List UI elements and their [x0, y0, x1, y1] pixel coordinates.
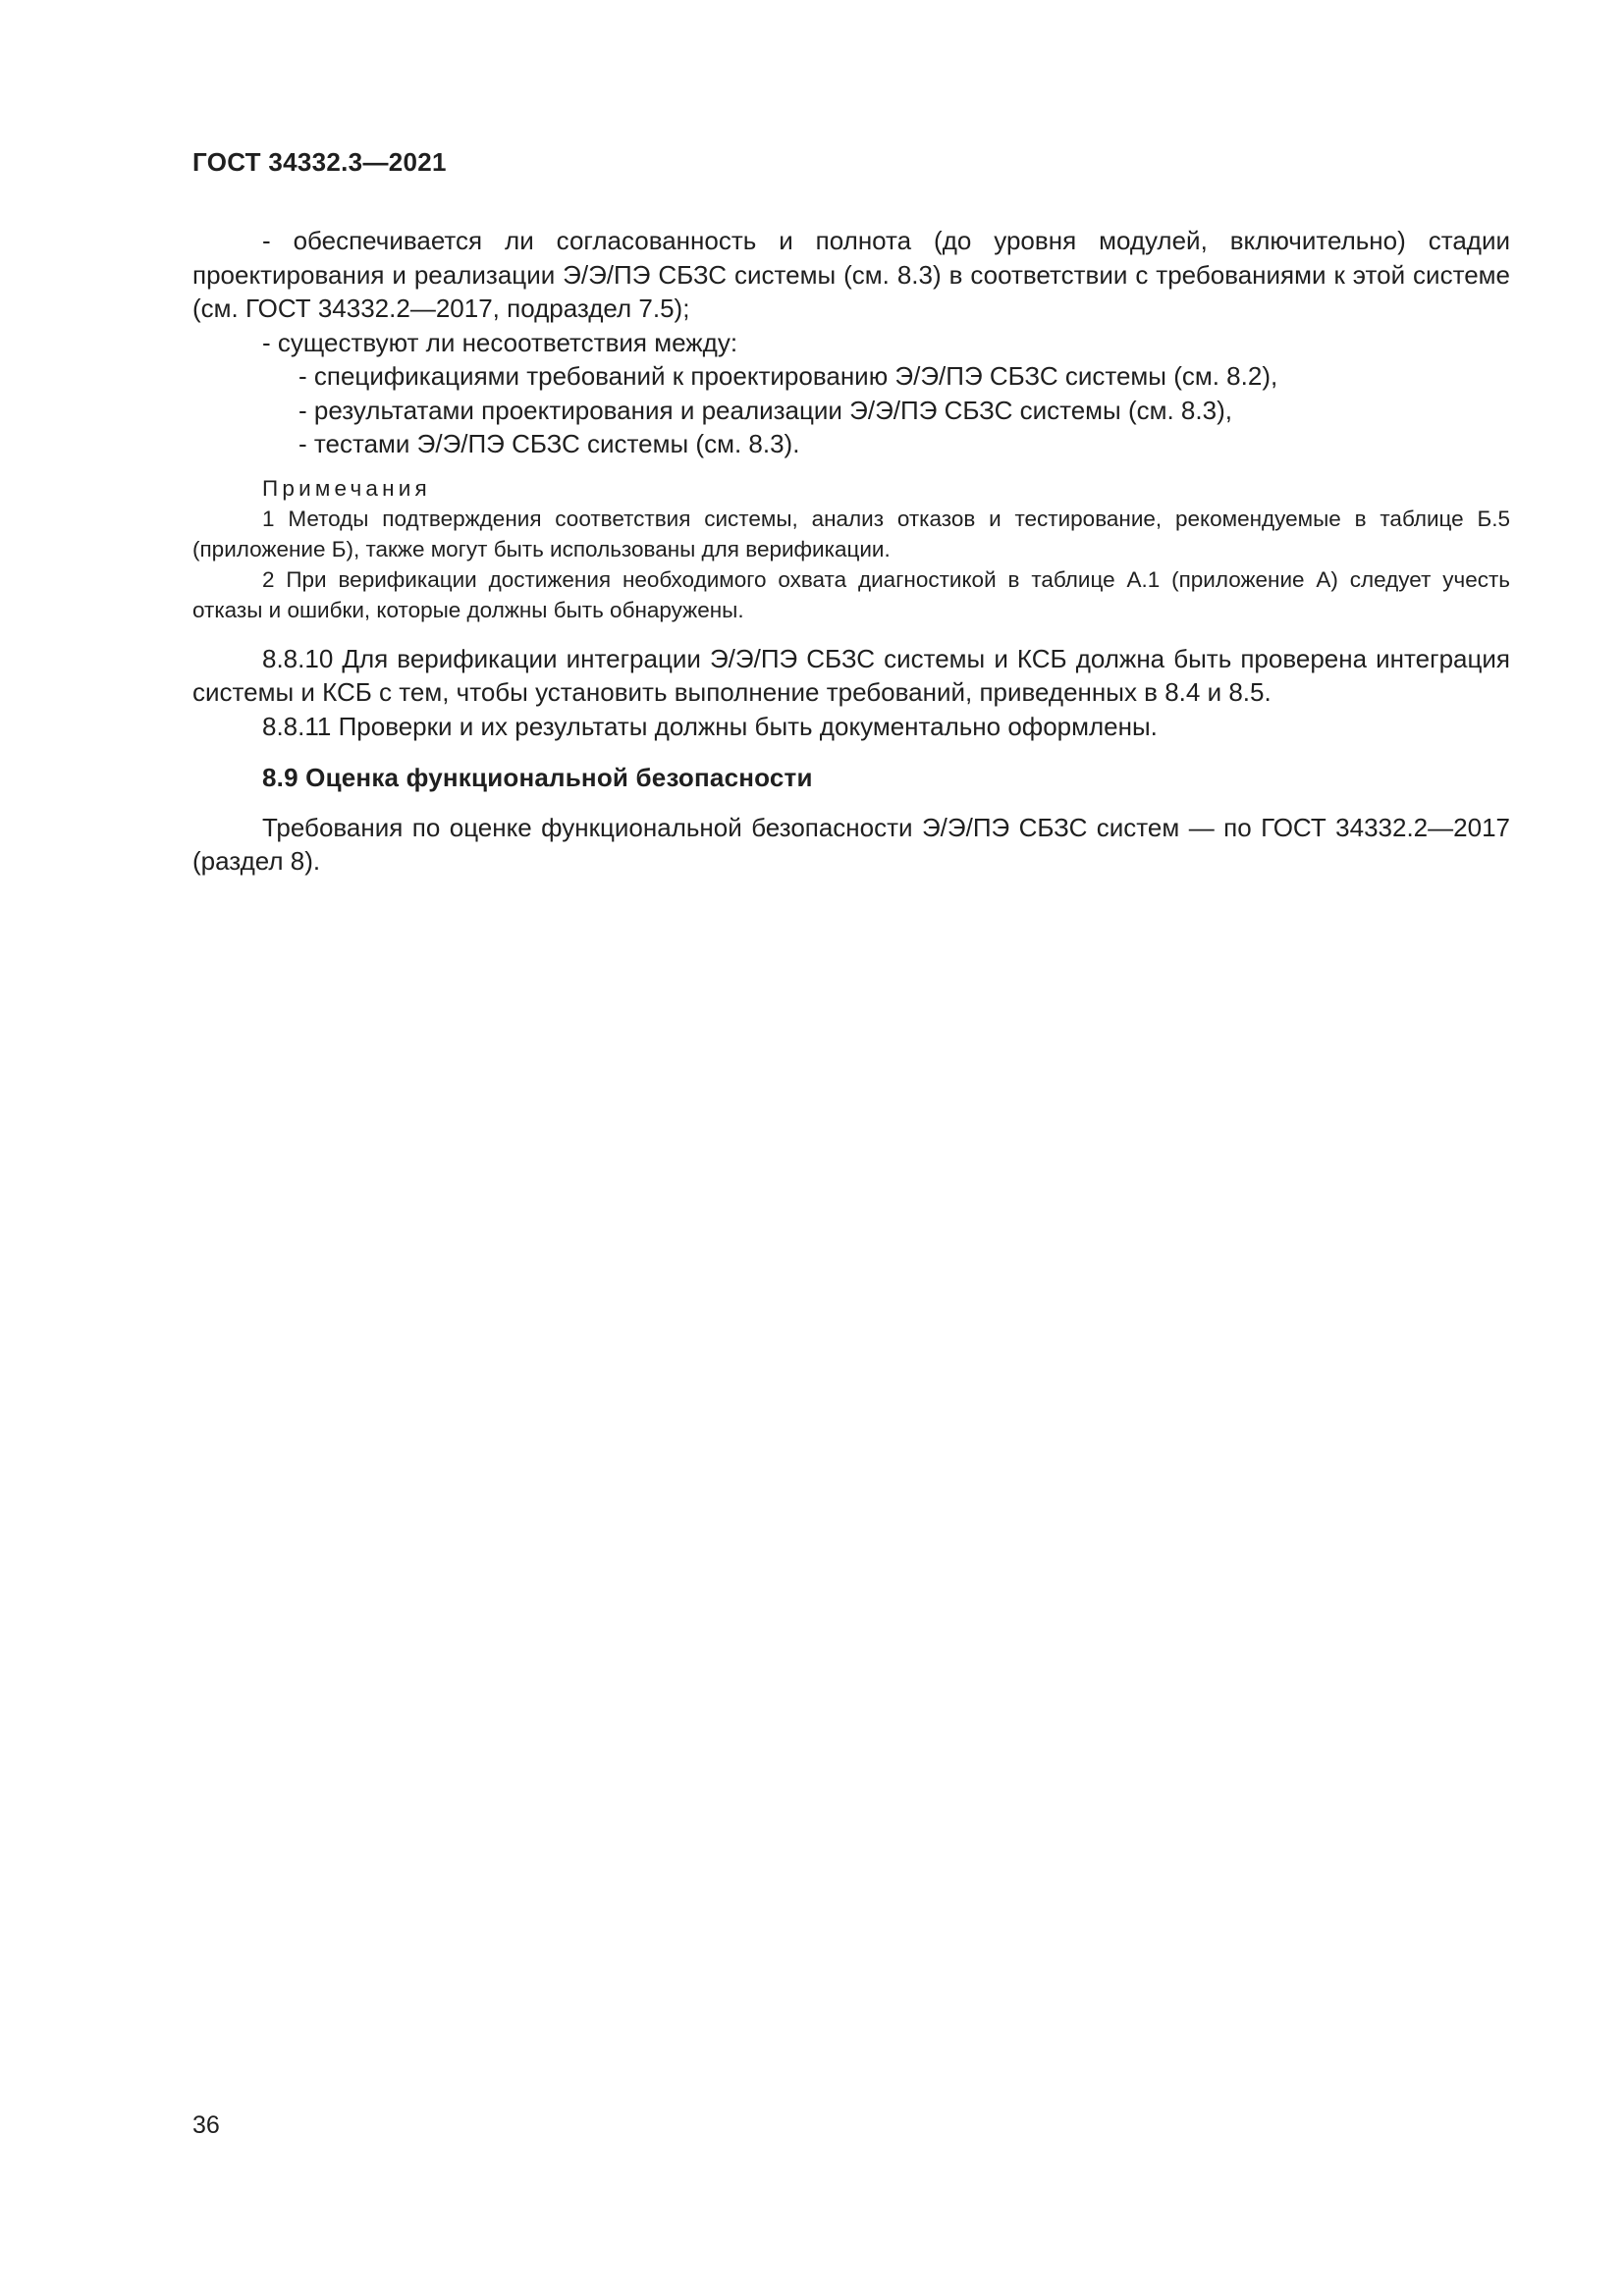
note-2: 2 При верификации достижения необходимого охвата диагностикой в таблице А.1 (приложение А) следует учесть отказы и ошибки, которые должны быть обнаружены.	[192, 566, 1510, 622]
paragraph-consistency-check: - обеспечивается ли согласованность и полнота (до уровня модулей, включительно) стадии проектирования и реализации Э/Э/ПЭ СБЗС системы (см. 8.3) в соответствии с требованиями к этой системе (см. ГОСТ 34332.2—2017, подраздел 7.5);	[192, 226, 1510, 323]
page-number: 36	[192, 2111, 220, 2139]
list-item-design-results: - результатами проектирования и реализации Э/Э/ПЭ СБЗС системы (см. 8.3),	[298, 395, 1232, 425]
document-code-header: ГОСТ 34332.3—2021	[192, 147, 447, 177]
section-8-9-title: 8.9 Оценка функциональной безопасности	[262, 763, 813, 792]
list-item-requirements-spec: - спецификациями требований к проектированию Э/Э/ПЭ СБЗС системы (см. 8.2),	[298, 361, 1278, 391]
page-content	[192, 224, 1510, 879]
notes-block	[192, 473, 1510, 625]
section-8-9-text: Требования по оценке функциональной безопасности Э/Э/ПЭ СБЗС систем — по ГОСТ 34332.2—2017 (раздел 8).	[192, 812, 1510, 876]
paragraph-8-8-10: 8.8.10 Для верификации интеграции Э/Э/ПЭ СБЗС системы и КСБ должна быть проверена интеграция системы и КСБ с тем, чтобы установить выполнение требований, приведенных в 8.4 и 8.5.	[192, 643, 1510, 707]
paragraph-8-8-11: 8.8.11 Проверки и их результаты должны быть документально оформлены.	[262, 711, 1158, 741]
notes-title: Примечания	[262, 475, 431, 501]
list-item-tests: - тестами Э/Э/ПЭ СБЗС системы (см. 8.3).	[298, 429, 800, 458]
paragraph-mismatch-check: - существуют ли несоответствия между:	[262, 327, 738, 357]
note-1: 1 Методы подтверждения соответствия системы, анализ отказов и тестирование, рекомендуемые в таблице Б.5 (приложение Б), также могут быть использованы для верификации.	[192, 506, 1510, 561]
